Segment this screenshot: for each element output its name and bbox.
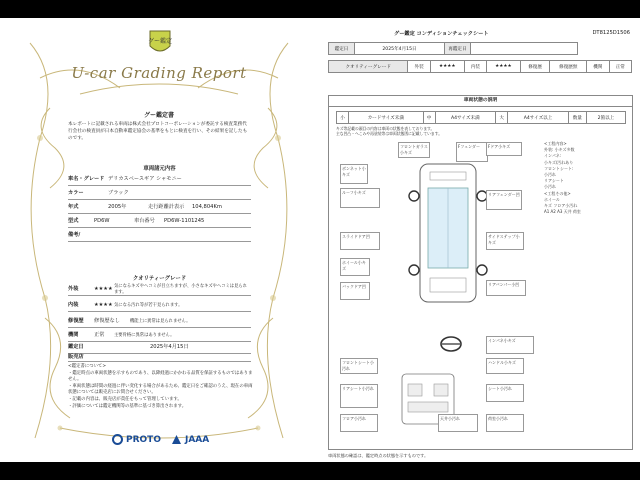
report-title: U-car Grading Report xyxy=(71,64,247,82)
certificate-notes: <鑑定書について> ・鑑定時点の車両状態を示すものであり、以降経過にかかわる品質を保証するものではありません。 ・車両状態は時間の経過に伴い変化する場合があるため、鑑定日をご確認のうえ、現在の車両状態については販売店にお問合せください。 ・記載の内容は、販売店が責任をもって管理しています。 ・評価については鑑定機関等の基準に基づき算出されます。 xyxy=(68,364,253,409)
quality-repair: 修復歴 修復歴なし 機能上に異常は見られません。 xyxy=(68,314,251,328)
proto-logo: PROTO xyxy=(112,434,161,445)
grade-table: クオリティーグレード 外装 ★★★★ 内装 ★★★★ 修復歴 修復歴無 機関 正常 xyxy=(328,60,632,73)
label-side-step: サイドステップ小キズ xyxy=(486,232,524,250)
label-hood: ボンネット小キズ xyxy=(340,164,368,184)
row-model: 車名・グレード デリカスペースギア シャモニー xyxy=(68,172,251,186)
label-fender: Fフェンダー xyxy=(456,142,488,162)
label-slide-door: スライドドア凹 xyxy=(340,232,380,250)
document-sheet xyxy=(0,18,640,462)
quality-exterior: 外装 ★★★★ 気になるキズやヘコミが目立ちますが、小さなキズやヘコミは見られます。 xyxy=(68,282,251,296)
sheet-footer: 車両状態の確認は、鑑定時点の状態を示すものです。 xyxy=(328,453,429,458)
row-remarks: 備考/ xyxy=(68,228,251,242)
quality-engine: 機関 正常 主要骨格に異常はありません。 xyxy=(68,328,251,342)
row-color: カラー ブラック xyxy=(68,186,251,200)
quality-section-title: クオリティーグレード xyxy=(132,276,187,282)
sheet-title: グー鑑定 コンディションチェックシート xyxy=(394,31,489,37)
label-floor: フロア小汚れ xyxy=(340,414,378,432)
row-year: 年式 2005年 走行距離計表示 104,804Km xyxy=(68,200,251,214)
report-subtitle: グー鑑定書 xyxy=(143,112,174,119)
state-title: 車両状態の説明 xyxy=(328,95,633,107)
row-shop: 販売店 xyxy=(68,351,251,362)
date-table: 鑑定日 2025年4月15日 再鑑定日 xyxy=(328,42,578,55)
logos xyxy=(112,434,209,445)
label-front-glass: フロントガラス小キズ xyxy=(398,142,430,158)
label-fdoor: Fドア小キズ xyxy=(486,142,522,156)
label-rr-bumper: リアバンパー小凹 xyxy=(486,280,526,296)
right-notes-list: <工程内容> 外装: 小キズ多数 インパネ: 小キズ/汚れあり フロントシート: 小汚れ リアシート 小汚れ <工程その他> ホイール キズ フロア小汚れ A1 A2 A3 天井 荷室 xyxy=(544,141,581,215)
sheet-id: DT8125D1506 xyxy=(592,30,630,36)
proto-mark-icon xyxy=(112,434,123,445)
state-description: キズ等記載の頭目の内容は車両の状態を表しております。 主な凹凸・へこみや再塗装等は車両状態図に記載しています。 xyxy=(336,126,443,136)
label-rear-seat: リアシート小汚れ xyxy=(340,384,378,408)
svg-text:グー鑑定: グー鑑定 xyxy=(147,38,173,45)
intro-text: 本レポートに記載される車両は株式会社プロトコーポレーションが委託する検査業務代行会社の検査員が日本自動車鑑定協会の基準をもとに検査を行い、その結果を記したものです。 xyxy=(68,122,248,141)
label-wheel: ホイール小キズ xyxy=(340,258,370,276)
goo-appraisal-badge-icon xyxy=(145,28,175,58)
jaaa-mark-icon xyxy=(171,434,182,445)
label-trunk: 荷室小汚れ xyxy=(486,414,524,432)
label-panel: インパネ小キズ xyxy=(486,336,534,354)
label-rear-fender: リアフェンダー凹 xyxy=(486,190,522,210)
vehicle-section-title: 車両諸元内容 xyxy=(143,166,176,172)
label-handle: ハンドル小キズ xyxy=(486,358,524,374)
vehicle-top-view-diagram xyxy=(398,158,498,308)
row-inspection-date: 鑑定日 2025年4月15日 xyxy=(68,340,251,354)
label-ceiling: 天井小汚れ xyxy=(438,414,478,432)
legend-table: 小 カードサイズ未満 中 A4サイズ未満 大 A4サイズ以上 数量 2箇以上 xyxy=(336,111,626,124)
quality-interior: 内装 ★★★★ 気になる汚れ等が若干見られます。 xyxy=(68,298,251,312)
steering-wheel-icon xyxy=(440,336,462,352)
condition-check-sheet xyxy=(318,18,640,462)
jaaa-logo: JAAA xyxy=(171,434,209,445)
label-seat: シート小汚れ xyxy=(486,384,524,402)
label-roof: ルーフ小キズ xyxy=(340,188,380,208)
grading-certificate xyxy=(0,18,318,462)
label-front-seat: フロントシート小汚れ xyxy=(340,358,378,374)
row-type: 型式 PD6W 車台番号 PD6W-1101245 xyxy=(68,214,251,228)
label-back-door: バックドア凹 xyxy=(340,282,370,300)
